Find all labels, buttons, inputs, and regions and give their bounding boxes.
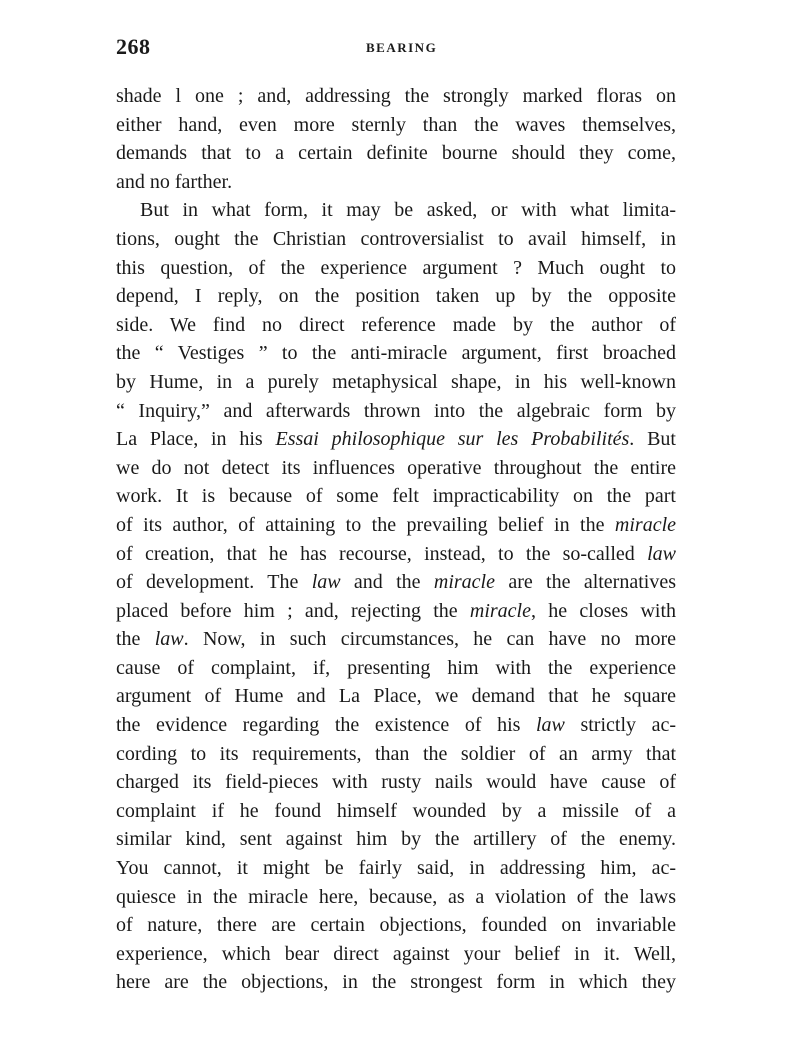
text-segment: work. It is because of some felt impracticability on the part <box>116 485 676 508</box>
text-line <box>116 282 676 311</box>
running-title: BEARING <box>366 40 438 55</box>
text-line <box>116 454 676 483</box>
text-segment: , he closes with <box>530 599 676 622</box>
text-line <box>116 711 676 740</box>
text-line <box>116 911 676 940</box>
text-segment: argument of Hume and La Place, we demand that he square <box>116 685 676 708</box>
text-segment: side. We find no direct reference made by the author of <box>116 313 676 336</box>
text-line <box>116 339 676 368</box>
text-line <box>116 597 676 626</box>
text-line <box>116 111 676 140</box>
text-line <box>116 568 676 597</box>
text-segment: charged its field-pieces with rusty nails would have cause of <box>116 771 676 794</box>
text-segment: complaint if he found himself wounded by a missile of a <box>116 799 676 822</box>
text-segment: here are the objections, in the strongest form in which they <box>116 971 676 994</box>
text-segment: similar kind, sent against him by the artillery of the enemy. <box>116 828 676 851</box>
text-segment: . But <box>629 428 676 451</box>
text-segment: are the alternatives <box>494 571 676 594</box>
text-line <box>116 311 676 340</box>
text-segment: tions, ought the Christian controversialist to avail himself, in <box>116 227 676 250</box>
text-segment: quiesce in the miracle here, because, as a violation of the laws <box>116 885 676 908</box>
italic-segment: law <box>154 628 184 651</box>
paragraph <box>116 196 676 997</box>
text-segment: of its author, of attaining to the prevailing belief in the <box>116 513 615 536</box>
text-segment: But in what form, it may be asked, or with what limita- <box>140 199 676 222</box>
text-segment: strictly ac- <box>564 714 676 737</box>
page-number: 268 <box>116 34 151 59</box>
text-segment: placed before him ; and, rejecting the <box>116 599 470 622</box>
text-line <box>116 397 676 426</box>
text-segment: the “ Vestiges ” to the anti-miracle argument, first broached <box>116 342 676 365</box>
text-segment: this question, of the experience argument ? Much ought to <box>116 256 676 279</box>
text-line <box>116 540 676 569</box>
italic-segment: law <box>647 542 676 565</box>
text-segment: of development. The <box>116 571 312 594</box>
text-line <box>116 883 676 912</box>
italic-segment: miracle <box>433 571 495 594</box>
text-line <box>116 254 676 283</box>
text-segment: either hand, even more sternly than the waves themselves, <box>116 113 676 136</box>
text-segment: cording to its requirements, than the soldier of an army that <box>116 742 676 765</box>
text-segment: La Place, in his <box>116 428 276 451</box>
text-line <box>116 854 676 883</box>
text-line <box>116 368 676 397</box>
text-line <box>116 168 676 197</box>
text-segment: “ Inquiry,” and afterwards thrown into the algebraic form by <box>116 399 676 422</box>
text-segment: and the <box>340 571 434 594</box>
text-segment: the <box>116 628 155 651</box>
text-segment: the evidence regarding the existence of his <box>116 714 536 737</box>
text-line <box>116 511 676 540</box>
text-line <box>116 425 676 454</box>
text-segment: cause of complaint, if, presenting him with the experience <box>116 656 676 679</box>
text-line <box>116 825 676 854</box>
italic-segment: miracle <box>614 513 676 536</box>
text-segment: experience, which bear direct against your belief in it. Well, <box>116 942 676 965</box>
text-segment: and no farther. <box>116 170 233 193</box>
text-segment: demands that to a certain definite bourne should they come, <box>116 142 676 165</box>
text-line <box>116 482 676 511</box>
text-line <box>116 625 676 654</box>
text-line <box>116 968 676 997</box>
text-segment: we do not detect its influences operative throughout the entire <box>116 456 676 479</box>
italic-segment: miracle <box>469 599 531 622</box>
text-segment: of nature, there are certain objections, founded on invariable <box>116 914 676 937</box>
italic-segment: law <box>535 714 565 737</box>
paragraph <box>116 82 676 196</box>
text-segment: by Hume, in a purely metaphysical shape, in his well-known <box>116 370 676 393</box>
italic-segment: Essai philosophique sur les Probabilités <box>275 428 630 451</box>
text-segment: You cannot, it might be fairly said, in addressing him, ac- <box>116 857 676 880</box>
italic-segment: law <box>311 571 341 594</box>
running-head <box>116 34 676 64</box>
text-line <box>116 225 676 254</box>
text-segment: depend, I reply, on the position taken up by the opposite <box>116 285 676 308</box>
text-segment: . Now, in such circumstances, he can have no more <box>183 628 676 651</box>
text-segment: shade l one ; and, addressing the strongly marked floras on <box>116 85 676 107</box>
text-line <box>116 797 676 826</box>
text-line <box>116 196 676 225</box>
text-line <box>116 940 676 969</box>
text-line <box>116 768 676 797</box>
text-segment: of creation, that he has recourse, instead, to the so-called <box>116 542 648 565</box>
text-line <box>116 82 676 111</box>
text-line <box>116 682 676 711</box>
text-line <box>116 139 676 168</box>
text-line <box>116 654 676 683</box>
body-text <box>116 82 676 997</box>
text-line <box>116 740 676 769</box>
